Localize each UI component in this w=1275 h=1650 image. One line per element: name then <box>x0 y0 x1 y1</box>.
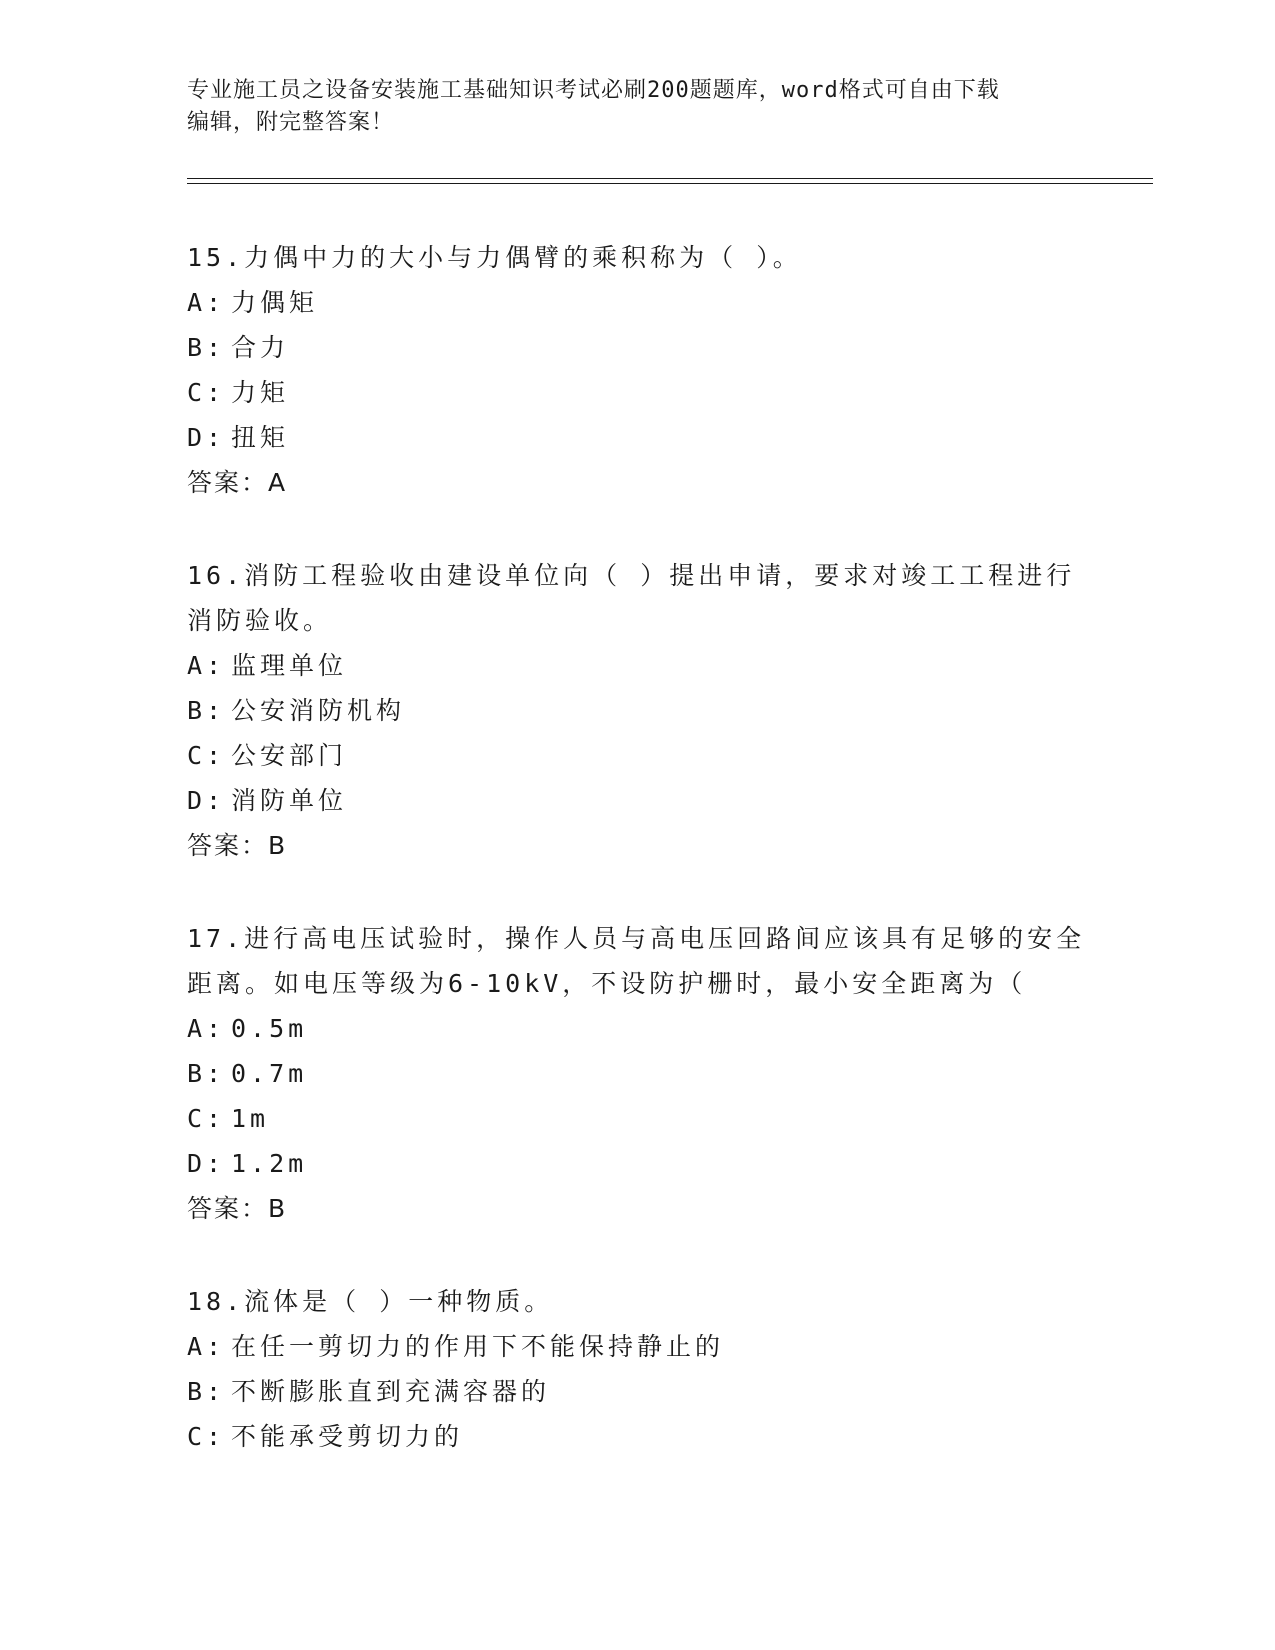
option-letter: D: <box>187 1149 226 1178</box>
option-text: 合力 <box>231 333 290 362</box>
option-letter: C: <box>187 741 226 770</box>
question-15 <box>187 235 1087 505</box>
question-17 <box>187 916 1087 1231</box>
option-letter: A: <box>187 288 226 317</box>
option-text: 1.2m <box>231 1149 308 1178</box>
question-stem: 18.流体是（ ）一种物质。 <box>187 1287 554 1316</box>
option-letter: B: <box>187 1059 226 1088</box>
option-text: 力矩 <box>231 378 290 407</box>
option-text: 不能承受剪切力的 <box>231 1422 464 1451</box>
option-text: 在任一剪切力的作用下不能保持静止的 <box>231 1332 725 1361</box>
document-header <box>187 75 1087 139</box>
option-letter: B: <box>187 696 226 725</box>
header-line-2: 编辑，附完整答案！ <box>187 110 395 135</box>
option-c <box>187 733 1087 778</box>
option-letter: D: <box>187 423 226 452</box>
option-letter: C: <box>187 378 226 407</box>
answer-line: 答案：B <box>187 831 288 860</box>
option-b <box>187 325 1087 370</box>
option-d <box>187 415 1087 460</box>
question-list <box>187 235 1087 1507</box>
option-text: 力偶矩 <box>231 288 319 317</box>
option-a <box>187 1324 1087 1369</box>
option-letter: A: <box>187 1332 226 1361</box>
header-line-1: 专业施工员之设备安装施工基础知识考试必刷200题题库，word格式可自由下载 <box>187 78 1000 103</box>
option-b <box>187 688 1087 733</box>
question-18 <box>187 1279 1087 1459</box>
option-b <box>187 1369 1087 1414</box>
option-letter: B: <box>187 1377 226 1406</box>
option-letter: C: <box>187 1422 226 1451</box>
option-text: 0.7m <box>231 1059 308 1088</box>
option-text: 公安消防机构 <box>231 696 406 725</box>
option-c <box>187 370 1087 415</box>
option-text: 公安部门 <box>231 741 348 770</box>
option-c <box>187 1096 1087 1141</box>
question-stem: 17.进行高电压试验时，操作人员与高电压回路间应该具有足够的安全 <box>187 924 1086 953</box>
question-stem: 16.消防工程验收由建设单位向（ ）提出申请，要求对竣工工程进行 <box>187 561 1076 590</box>
option-a <box>187 643 1087 688</box>
answer-line: 答案：B <box>187 1194 288 1223</box>
option-letter: A: <box>187 1014 226 1043</box>
question-stem-continued: 距离。如电压等级为6-10kV，不设防护栅时，最小安全距离为（ <box>187 969 1027 998</box>
option-text: 扭矩 <box>231 423 290 452</box>
answer-line: 答案：A <box>187 468 288 497</box>
option-letter: C: <box>187 1104 226 1133</box>
option-text: 1m <box>231 1104 270 1133</box>
question-stem: 15.力偶中力的大小与力偶臂的乘积称为（ ）。 <box>187 243 802 272</box>
option-a <box>187 280 1087 325</box>
option-letter: A: <box>187 651 226 680</box>
option-text: 消防单位 <box>231 786 348 815</box>
option-b <box>187 1051 1087 1096</box>
option-text: 不断膨胀直到充满容器的 <box>231 1377 551 1406</box>
option-d <box>187 778 1087 823</box>
question-stem-continued: 消防验收。 <box>187 606 333 635</box>
header-divider-top <box>187 178 1153 179</box>
option-text: 0.5m <box>231 1014 308 1043</box>
option-letter: B: <box>187 333 226 362</box>
option-letter: D: <box>187 786 226 815</box>
question-16 <box>187 553 1087 868</box>
option-text: 监理单位 <box>231 651 348 680</box>
option-c <box>187 1414 1087 1459</box>
option-a <box>187 1006 1087 1051</box>
option-d <box>187 1141 1087 1186</box>
header-divider-bottom <box>187 183 1153 184</box>
